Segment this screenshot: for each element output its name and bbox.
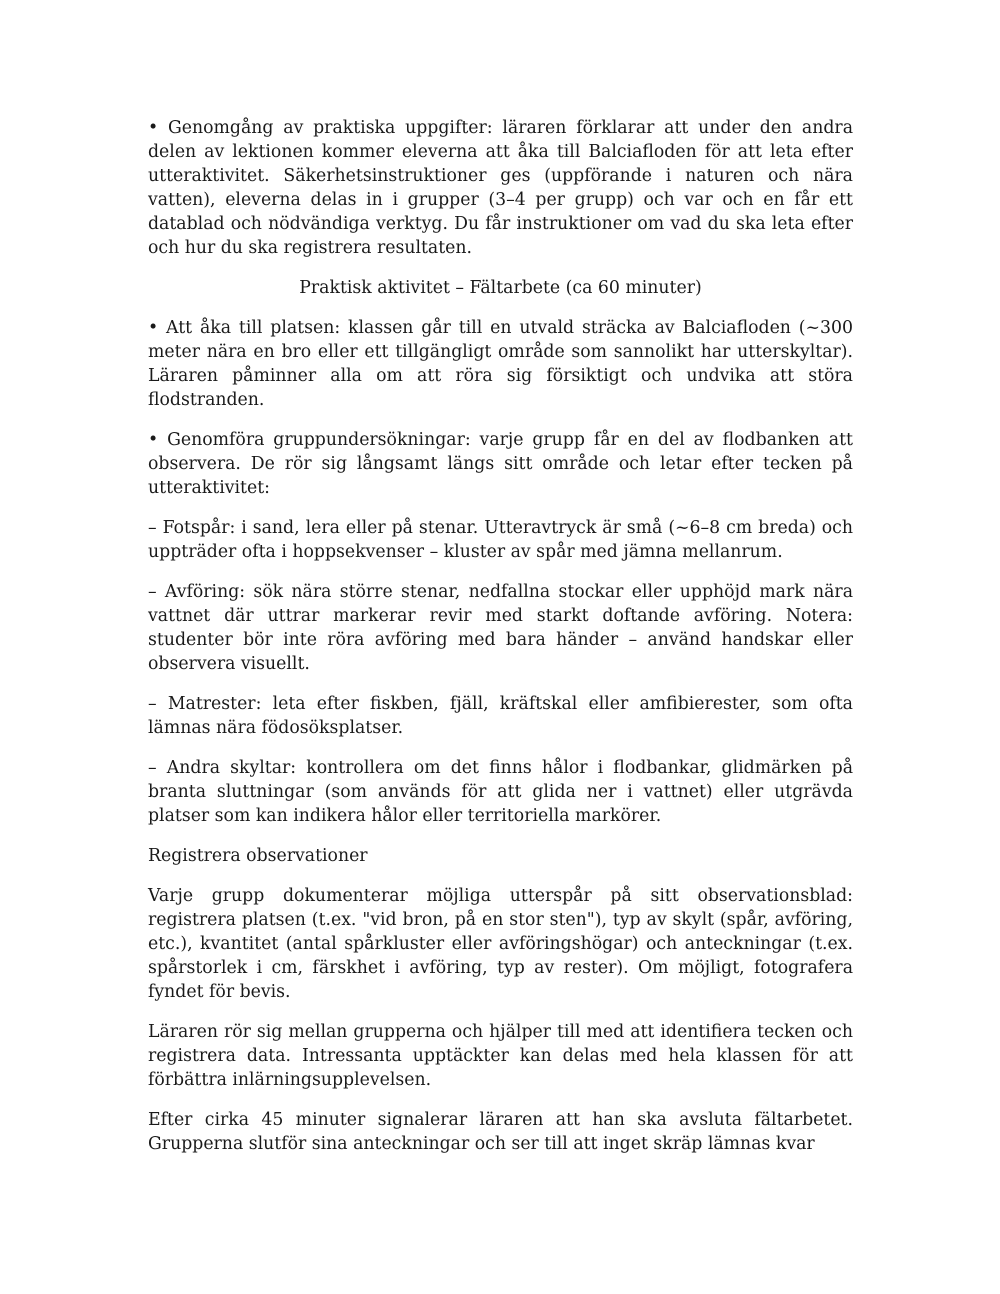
section-heading-record: Registrera observationer <box>148 846 368 866</box>
paragraph-wrap-up: Efter cirka 45 minuter signalerar läraren att han ska avsluta fältarbetet. Grupperna slutför sina anteckningar och ser till att inget skräp lämnas kvar <box>148 1110 853 1154</box>
section-heading-fieldwork: Praktisk aktivitet – Fältarbete (ca 60 minuter) <box>299 278 702 298</box>
paragraph-teacher-support: Läraren rör sig mellan grupperna och hjälper till med att identifiera tecken och registrera data. Intressanta upptäckter kan delas med hela klassen för att förbättra inlärningsupplevelsen. <box>148 1022 853 1090</box>
paragraph-documentation: Varje grupp dokumenterar möjliga utterspår på sitt observationsblad: registrera platsen (t.ex. "vid bron, på en stor sten"), typ av skylt (spår, avföring, etc.), kvantitet (antal spårkluster eller avföringshögar) och anteckningar (t.ex. spårstorlek i cm, färskhet i avföring, typ av rester). Om möjligt, fotografera fyndet för bevis. <box>148 886 853 1002</box>
paragraph-task-review: • Genomgång av praktiska uppgifter: läraren förklarar att under den andra delen av lektionen kommer eleverna att åka till Balciafloden för att leta efter utteraktivitet. Säkerhetsinstruktioner ges (uppförande i naturen och nära vatten), eleverna delas in i grupper (3–4 per grupp) och var och en får ett datablad och nödvändiga verktyg. Du får instruktioner om vad du ska leta efter och hur du ska registrera resultaten. <box>148 118 853 258</box>
paragraph-droppings: – Avföring: sök nära större stenar, nedfallna stockar eller upphöjd mark nära vattnet där uttrar markerar revir med starkt doftande avföring. Notera: studenter bör inte röra avföring med bara händer – använd handskar eller observera visuellt. <box>148 582 853 674</box>
paragraph-travel-to-site: • Att åka till platsen: klassen går till en utvald sträcka av Balciafloden (~300 meter nära en bro eller ett tillgängligt område som sannolikt har utterskyltar). Läraren påminner alla om att röra sig försiktigt och undvika att störa flodstranden. <box>148 318 853 410</box>
paragraph-food-remains: – Matrester: leta efter fiskben, fjäll, kräftskal eller amfibierester, som ofta lämnas nära födosöksplatser. <box>148 694 853 738</box>
paragraph-group-surveys: • Genomföra gruppundersökningar: varje grupp får en del av flodbanken att observera. De rör sig långsamt längs sitt område och letar efter tecken på utteraktivitet: <box>148 430 853 498</box>
paragraph-other-signs: – Andra skyltar: kontrollera om det finns hålor i flodbankar, glidmärken på branta sluttningar (som används för att glida ner i vattnet) eller utgrävda platser som kan indikera hålor eller territoriella markörer. <box>148 758 853 826</box>
document-page <box>148 116 853 1156</box>
paragraph-footprints: – Fotspår: i sand, lera eller på stenar. Utteravtryck är små (~6–8 cm breda) och uppträder ofta i hoppsekvenser – kluster av spår med jämna mellanrum. <box>148 518 853 562</box>
